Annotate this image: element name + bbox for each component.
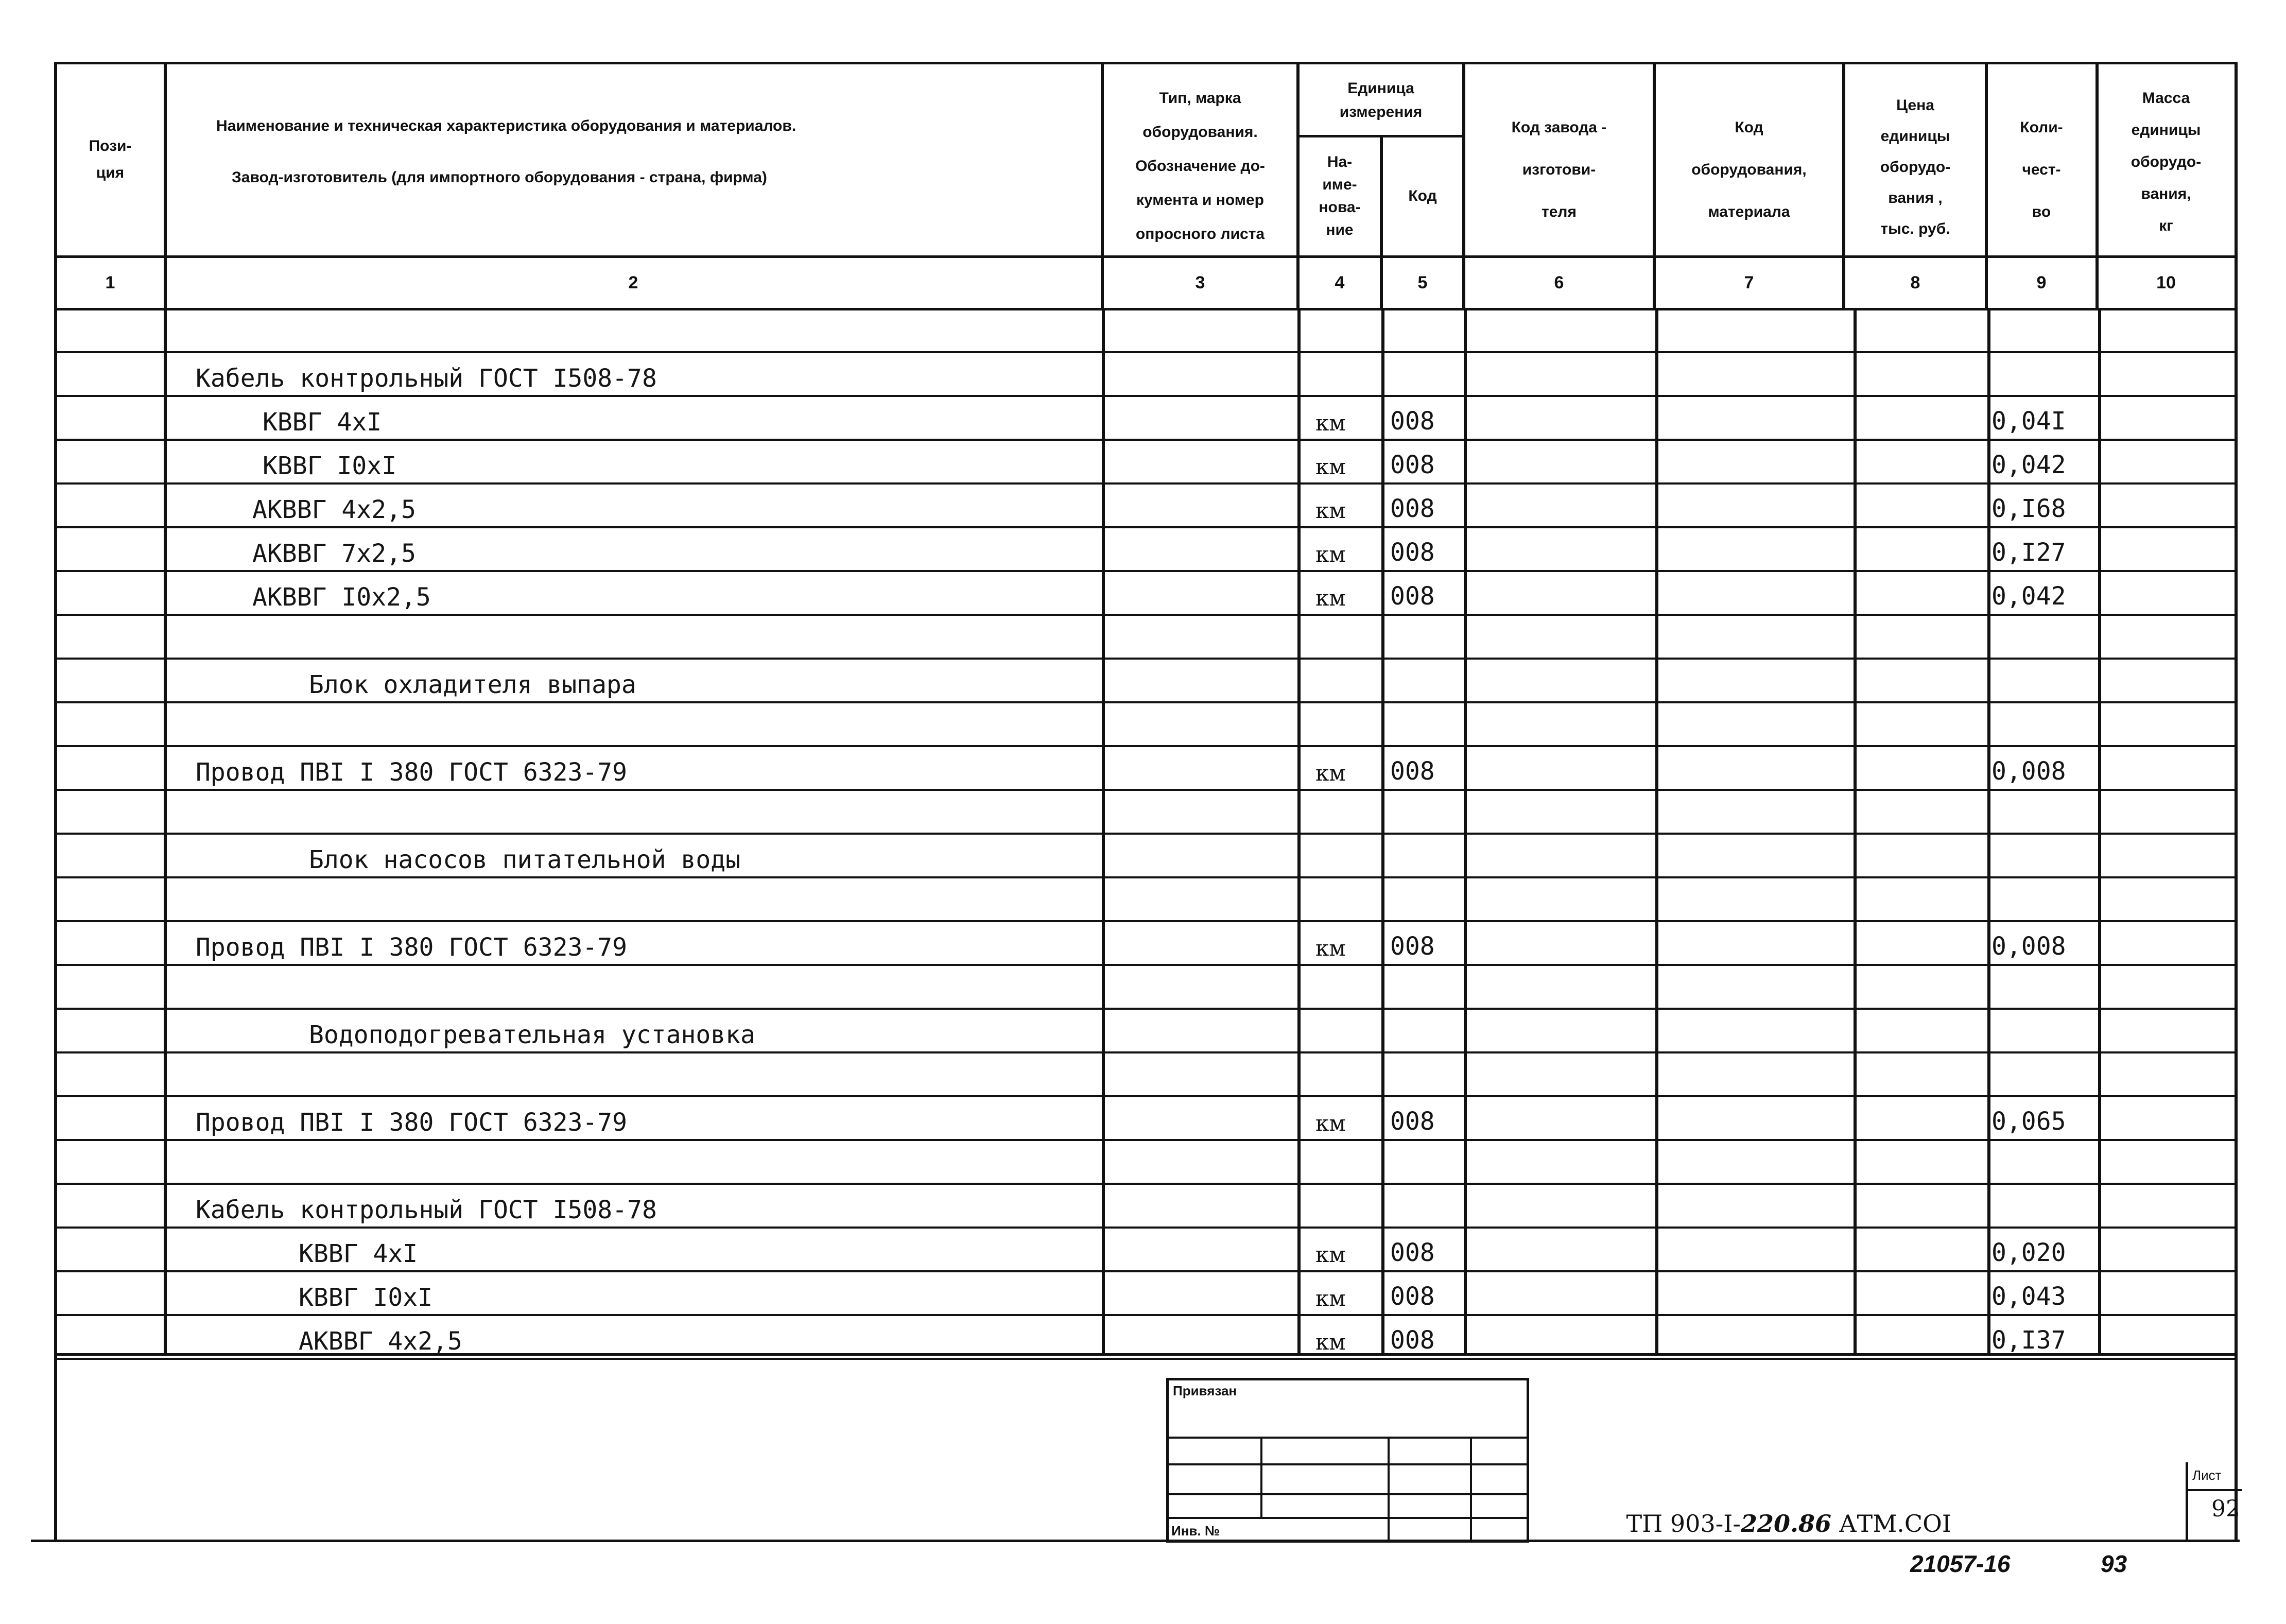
- column-number-3: 3: [1195, 272, 1205, 292]
- row-quantity: 0,04I: [1991, 407, 2066, 436]
- row-quantity: 0,065: [1991, 1107, 2066, 1136]
- header-unit-code: Код: [1408, 187, 1437, 204]
- row-unit: км: [1315, 1286, 1346, 1311]
- column-number-9: 9: [2036, 272, 2047, 292]
- table-row: [0, 703, 2286, 747]
- archive-number: 21057-16: [1910, 1550, 2011, 1577]
- row-name: Блок охладителя выпара: [309, 670, 636, 699]
- row-quantity: 0,020: [1991, 1238, 2066, 1267]
- column-number-10: 10: [2156, 272, 2176, 292]
- header-factory-code: Код завода - изготови- теля: [1511, 119, 1607, 220]
- table-row: [0, 1184, 2286, 1228]
- header-unit-group-title: Единица измерения: [1339, 80, 1423, 120]
- header-name-line2: Завод-изготовитель (для импортного оборудования - страна, фирма): [232, 169, 767, 186]
- column-number-4: 4: [1335, 272, 1345, 292]
- row-quantity: 0,008: [1991, 932, 2066, 961]
- table-row: [0, 1228, 2286, 1272]
- header-bottom-line: [54, 255, 2235, 258]
- header-position: Пози- ция: [89, 137, 132, 181]
- column-number-1: 1: [105, 272, 115, 292]
- row-quantity: 0,I68: [1991, 494, 2066, 523]
- table-row: [0, 353, 2286, 396]
- table-row: [0, 922, 2286, 965]
- row-unit: км: [1315, 410, 1346, 436]
- row-unit: км: [1315, 454, 1346, 479]
- stamp-line-4: [1166, 1517, 1529, 1519]
- header-name-line1: Наименование и техническая характеристика оборудования и материалов.: [216, 117, 796, 134]
- row-name: КВВГ I0хI: [299, 1283, 433, 1312]
- table-row: [0, 834, 2286, 878]
- table-row: [0, 396, 2286, 440]
- sheet-label: Лист: [2192, 1467, 2222, 1483]
- stamp-line-3: [1166, 1493, 1529, 1495]
- row-name: Провод ПВI I 380 ГОСТ 6323-79: [196, 758, 628, 787]
- sheet-number-divider: [2186, 1489, 2242, 1491]
- row-unit-code: 008: [1390, 407, 1435, 436]
- row-name: Кабель контрольный ГОСТ I508-78: [196, 1196, 657, 1224]
- row-unit: км: [1315, 936, 1346, 961]
- table-row: [0, 1053, 2286, 1097]
- row-name: КВВГ 4хI: [299, 1239, 418, 1268]
- table-row: [0, 878, 2286, 922]
- stamp-inventory-label: Инв. №: [1171, 1523, 1220, 1539]
- row-unit: км: [1315, 1329, 1346, 1355]
- archive-page: 93: [2101, 1550, 2127, 1577]
- table-row: [0, 440, 2286, 484]
- row-unit-code: 008: [1390, 1282, 1435, 1311]
- header-divider-4: [1380, 135, 1383, 310]
- header-divider-5: [1462, 62, 1465, 310]
- table-row: [0, 528, 2286, 572]
- row-name: АКВВГ 7х2,5: [252, 539, 416, 568]
- header-divider-2: [1101, 62, 1104, 310]
- row-quantity: 0,042: [1991, 451, 2066, 479]
- header-unit-group: На- име- нова- ние: [1319, 153, 1361, 238]
- document-code-suffix: АТМ.СОI: [1831, 1510, 1951, 1537]
- row-quantity: 0,I37: [1991, 1326, 2066, 1355]
- frame-top-line: [54, 62, 2235, 64]
- row-name: Кабель контрольный ГОСТ I508-78: [196, 364, 657, 393]
- table-row: [0, 615, 2286, 659]
- row-name: Провод ПВI I 380 ГОСТ 6323-79: [196, 933, 628, 962]
- row-unit-code: 008: [1390, 1326, 1435, 1355]
- stamp-vline-2: [1388, 1437, 1390, 1543]
- sheet-number: 92: [2211, 1496, 2240, 1522]
- row-quantity: 0,I27: [1991, 538, 2066, 567]
- row-unit-code: 008: [1390, 494, 1435, 523]
- table-row: [0, 572, 2286, 615]
- row-name: АКВВГ 4х2,5: [252, 495, 416, 524]
- row-unit-code: 008: [1390, 538, 1435, 567]
- row-unit-code: 008: [1390, 932, 1435, 961]
- column-number-8: 8: [1910, 272, 1920, 292]
- row-quantity: 0,043: [1991, 1282, 2066, 1311]
- header-quantity: Коли- чест- во: [2020, 119, 2063, 220]
- header-divider-6: [1653, 62, 1656, 310]
- document-code-prefix: ТП 903-I-: [1626, 1510, 1741, 1537]
- document-code: [1596, 1482, 1951, 1565]
- row-unit: км: [1315, 761, 1346, 786]
- table-row: [0, 309, 2286, 353]
- column-number-7: 7: [1744, 272, 1754, 292]
- table-row: [0, 1141, 2286, 1184]
- table-row: [0, 1097, 2286, 1141]
- table-row: [0, 659, 2286, 703]
- header-divider-3: [1296, 62, 1300, 310]
- row-name: Провод ПВI I 380 ГОСТ 6323-79: [196, 1108, 628, 1137]
- row-unit-code: 008: [1390, 757, 1435, 786]
- row-unit-code: 008: [1390, 582, 1435, 611]
- row-unit: км: [1315, 498, 1346, 523]
- stamp-line-1: [1166, 1437, 1529, 1439]
- table-row: [0, 790, 2286, 834]
- stamp-vline-1: [1260, 1437, 1262, 1519]
- column-number-6: 6: [1554, 272, 1564, 292]
- header-price: Цена единицы оборудо- вания , тыс. руб.: [1880, 97, 1951, 237]
- row-name: КВВГ 4хI: [263, 408, 382, 437]
- row-unit: км: [1315, 1242, 1346, 1267]
- table-row: [0, 484, 2286, 528]
- header-divider-7: [1842, 62, 1845, 310]
- row-name: АКВВГ 4х2,5: [299, 1327, 462, 1356]
- header-divider-8: [1985, 62, 1988, 310]
- row-unit-code: 008: [1390, 451, 1435, 479]
- header-material-code: Код оборудования, материала: [1691, 119, 1807, 220]
- row-unit-code: 008: [1390, 1238, 1435, 1267]
- row-name: АКВВГ I0х2,5: [252, 583, 431, 612]
- column-number-2: 2: [628, 272, 638, 292]
- table-row: [0, 1009, 2286, 1053]
- stamp-line-2: [1166, 1463, 1529, 1465]
- row-unit: км: [1315, 1111, 1346, 1136]
- stamp-vline-3: [1470, 1437, 1472, 1543]
- row-quantity: 0,008: [1991, 757, 2066, 786]
- row-name: Блок насосов питательной воды: [309, 845, 741, 874]
- column-number-5: 5: [1417, 272, 1428, 292]
- header-type: Тип, марка оборудования. Обозначение до- кумента и номер опросного листа: [1135, 90, 1265, 243]
- header-mass: Масса единицы оборудо- вания, кг: [2131, 90, 2202, 234]
- table-row: [0, 747, 2286, 790]
- row-name: КВВГ I0хI: [263, 452, 397, 480]
- table-row: [0, 1272, 2286, 1316]
- table-row: [0, 1316, 2286, 1359]
- row-unit-code: 008: [1390, 1107, 1435, 1136]
- row-unit: км: [1315, 542, 1346, 567]
- row-unit: км: [1315, 585, 1346, 611]
- table-row: [0, 965, 2286, 1009]
- document-code-handwritten: 220.86: [1740, 1510, 1832, 1537]
- row-name: Водоподогревательная установка: [309, 1021, 755, 1049]
- row-quantity: 0,042: [1991, 582, 2066, 611]
- stamp-bound-label: Привязан: [1173, 1383, 1237, 1398]
